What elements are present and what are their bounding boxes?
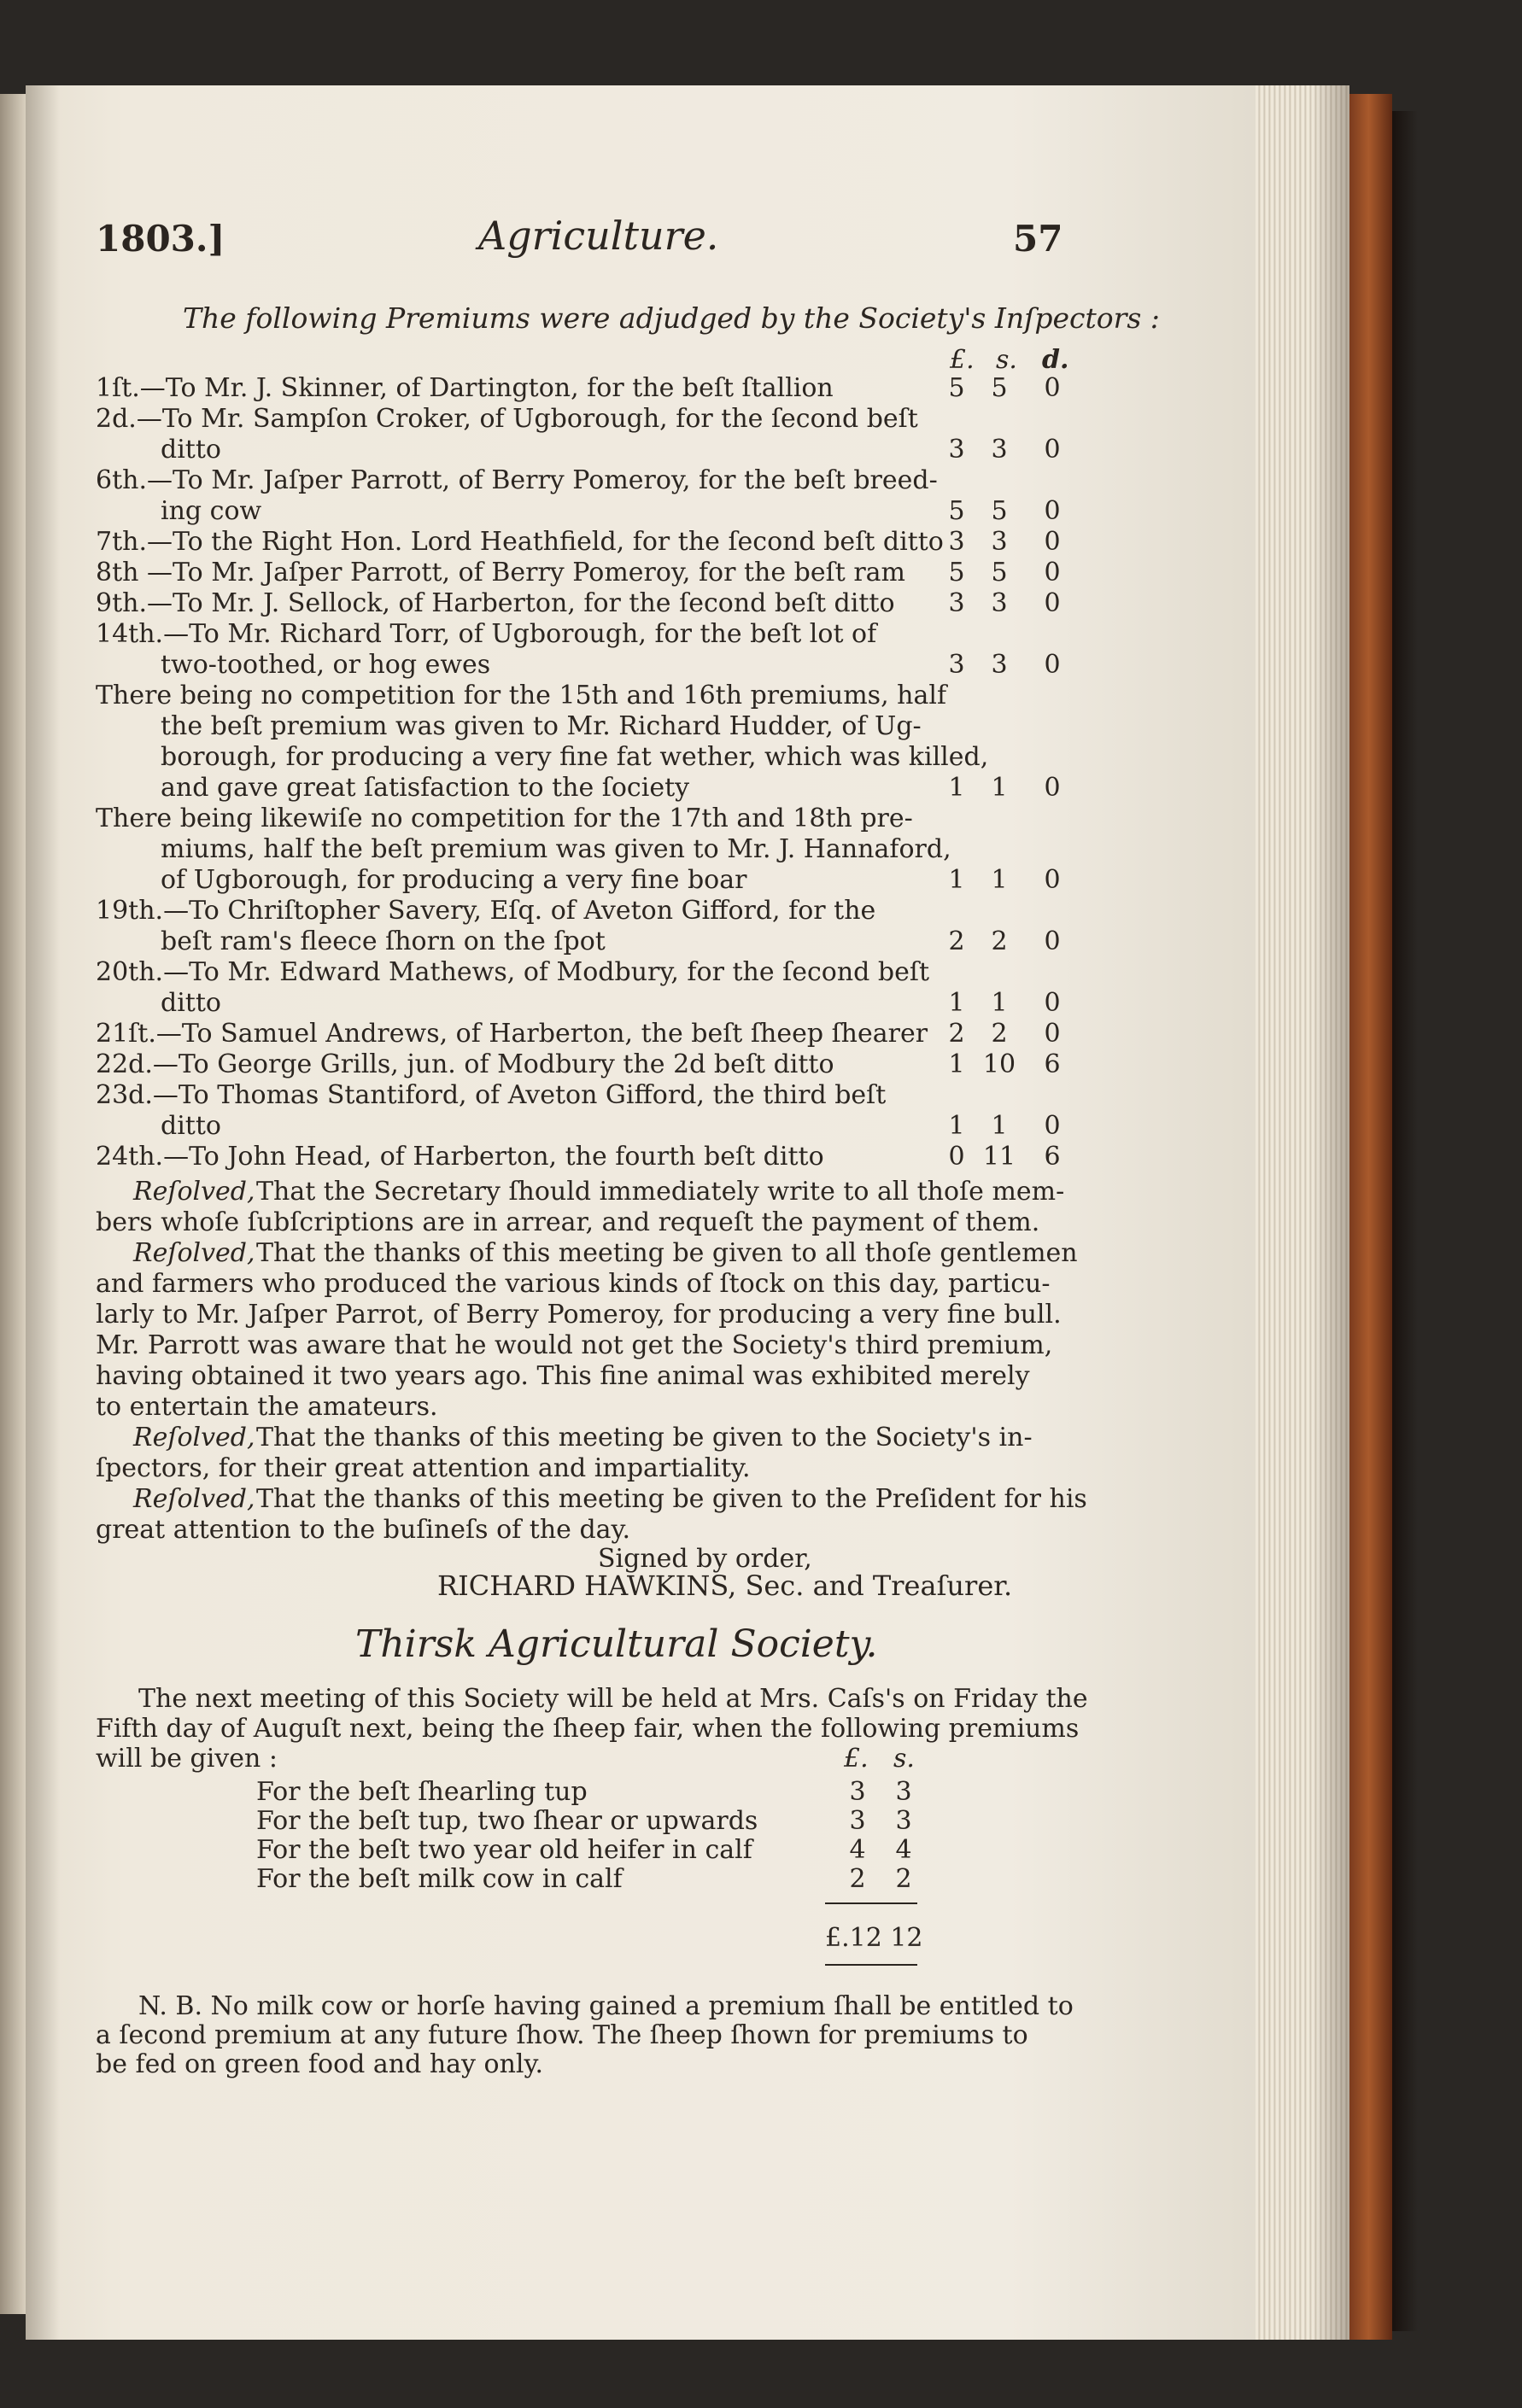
premium-pounds: 1 bbox=[948, 773, 965, 803]
premium-text: 20th.—To Mr. Edward Mathews, of Modbury, for the ſecond beſt bbox=[96, 957, 930, 987]
premium-line bbox=[0, 1142, 1110, 1172]
thirsk-pounds-header: £. bbox=[844, 1744, 869, 1774]
premium-line bbox=[0, 1019, 1110, 1049]
premium-text: two-toothed, or hog ewes bbox=[161, 650, 491, 680]
thirsk-intro-line: will be given : bbox=[96, 1744, 278, 1774]
premium-text: of Ugborough, for producing a very fine boar bbox=[161, 865, 747, 895]
resolution-line bbox=[0, 1269, 1110, 1300]
resolution-line bbox=[0, 1423, 1110, 1453]
premium-shillings: 5 bbox=[991, 558, 1008, 587]
thirsk-premium-pounds: 3 bbox=[849, 1806, 866, 1836]
resolution-text: That the thanks of this meeting be given to all thoſe gentlemen bbox=[256, 1238, 1078, 1268]
premium-pence: 0 bbox=[1044, 650, 1061, 680]
resolution-line bbox=[0, 1392, 1110, 1423]
premium-text: ditto bbox=[161, 435, 221, 465]
premium-line bbox=[0, 1049, 1110, 1080]
premium-text: 14th.—To Mr. Richard Torr, of Ugborough, for the beſt lot of bbox=[96, 619, 877, 649]
premium-pence: 0 bbox=[1044, 558, 1061, 587]
running-head-title: Agriculture. bbox=[478, 213, 719, 259]
resolution-line bbox=[0, 1361, 1110, 1392]
thirsk-premium-row bbox=[256, 1836, 940, 1865]
thirsk-premium-shillings: 4 bbox=[895, 1835, 912, 1865]
premium-line bbox=[0, 926, 1110, 957]
premium-line bbox=[0, 711, 1110, 742]
resolution-line bbox=[0, 1515, 1110, 1546]
premium-shillings: 1 bbox=[991, 865, 1008, 895]
resolution-text: ſpectors, for their great attention and impartiality. bbox=[96, 1453, 751, 1483]
premium-pence: 0 bbox=[1044, 926, 1061, 956]
premium-line bbox=[0, 681, 1110, 711]
thirsk-premium-pounds: 2 bbox=[849, 1864, 866, 1894]
premium-line bbox=[0, 988, 1110, 1019]
premium-shillings: 11 bbox=[982, 1142, 1016, 1172]
premium-pounds: 3 bbox=[948, 527, 965, 557]
thirsk-premium-row bbox=[256, 1778, 940, 1807]
resolution-line bbox=[0, 1453, 1110, 1484]
premium-text: 8th —To Mr. Jaſper Parrott, of Berry Pomeroy, for the beſt ram bbox=[96, 558, 905, 587]
thirsk-premium-label: For the beſt tup, two ſhear or upwards bbox=[256, 1806, 758, 1836]
thirsk-intro-line: The next meeting of this Society will be held at Mrs. Caſs's on Friday the bbox=[138, 1684, 1088, 1714]
sum-rule bbox=[825, 1902, 917, 1904]
resolution-line bbox=[0, 1177, 1110, 1207]
premium-text: 9th.—To Mr. J. Sellock, of Harberton, for the ſecond beſt ditto bbox=[96, 588, 895, 618]
resolution-text: That the thanks of this meeting be given to the Society's in- bbox=[256, 1423, 1033, 1452]
premium-shillings: 2 bbox=[991, 1019, 1008, 1049]
premium-pounds: 1 bbox=[948, 1111, 965, 1141]
premium-text: 21ſt.—To Samuel Andrews, of Harberton, the beſt ſheep ſhearer bbox=[96, 1019, 928, 1049]
thirsk-note-line: be fed on green food and hay only. bbox=[96, 2049, 544, 2079]
resolution-text: great attention to the buſineſs of the day. bbox=[96, 1515, 631, 1545]
premium-line bbox=[0, 435, 1110, 465]
premium-line bbox=[0, 588, 1110, 619]
resolution-lead: Reſolved, bbox=[133, 1484, 255, 1514]
thirsk-premium-pounds: 3 bbox=[849, 1777, 866, 1807]
premium-pounds: 5 bbox=[948, 373, 965, 403]
premium-pounds: 1 bbox=[948, 988, 965, 1018]
cover-shadow bbox=[1392, 111, 1418, 2331]
premium-pounds: 2 bbox=[948, 1019, 965, 1049]
premium-text: 23d.—To Thomas Stantiford, of Aveton Gifford, the third beſt bbox=[96, 1080, 887, 1110]
premiums-caption: The following Premiums were adjudged by the Society's Inſpectors : bbox=[183, 301, 1160, 335]
premium-pence: 0 bbox=[1044, 773, 1061, 803]
secretary-signature: RICHARD HAWKINS, Sec. and Treaſurer. bbox=[437, 1569, 1013, 1602]
page-stack-edge bbox=[1256, 85, 1349, 2340]
premium-pence: 0 bbox=[1044, 373, 1061, 403]
premium-pence: 0 bbox=[1044, 1019, 1061, 1049]
thirsk-premium-row bbox=[256, 1807, 940, 1836]
premium-pence: 0 bbox=[1044, 527, 1061, 557]
premium-pence: 0 bbox=[1044, 496, 1061, 526]
premium-shillings: 3 bbox=[991, 435, 1008, 465]
premium-text: borough, for producing a very fine fat wether, which was killed, bbox=[161, 742, 989, 772]
premium-pence: 0 bbox=[1044, 435, 1061, 465]
resolution-text: having obtained it two years ago. This fine animal was exhibited merely bbox=[96, 1361, 1030, 1391]
thirsk-premium-shillings: 2 bbox=[895, 1864, 912, 1894]
shillings-header: s. bbox=[996, 345, 1017, 375]
premium-text: ditto bbox=[161, 988, 221, 1018]
premium-shillings: 3 bbox=[991, 588, 1008, 618]
resolution-line bbox=[0, 1330, 1110, 1361]
premium-pounds: 2 bbox=[948, 926, 965, 956]
section-title: Thirsk Agricultural Society. bbox=[355, 1622, 878, 1666]
premium-pounds: 3 bbox=[948, 588, 965, 618]
thirsk-shillings-header: s. bbox=[893, 1744, 915, 1774]
pounds-header: £. bbox=[950, 345, 975, 375]
premium-line bbox=[0, 896, 1110, 926]
resolution-lead: Reſolved, bbox=[133, 1177, 255, 1207]
premium-text: 19th.—To Chriſtopher Savery, Eſq. of Aveton Gifford, for the bbox=[96, 896, 876, 926]
premium-line bbox=[0, 373, 1110, 404]
thirsk-premium-label: For the beſt two year old heifer in calf bbox=[256, 1835, 752, 1865]
premium-pounds: 1 bbox=[948, 865, 965, 895]
thirsk-total: £.12 12 bbox=[825, 1923, 923, 1953]
premium-text: ing cow bbox=[161, 496, 262, 526]
thirsk-premium-shillings: 3 bbox=[895, 1777, 912, 1807]
premium-line bbox=[0, 496, 1110, 527]
premium-pounds: 3 bbox=[948, 435, 965, 465]
premium-line bbox=[0, 865, 1110, 896]
premium-shillings: 1 bbox=[991, 773, 1008, 803]
premium-line bbox=[0, 742, 1110, 773]
thirsk-note-line: a ſecond premium at any future ſhow. The ſheep ſhown for premiums to bbox=[96, 2020, 1028, 2050]
page-number: 57 bbox=[1013, 218, 1063, 260]
premium-pence: 0 bbox=[1044, 865, 1061, 895]
premium-pounds: 5 bbox=[948, 496, 965, 526]
premium-shillings: 3 bbox=[991, 527, 1008, 557]
premium-text: 7th.—To the Right Hon. Lord Heathfield, for the ſecond beſt ditto bbox=[96, 527, 944, 557]
premium-shillings: 5 bbox=[991, 496, 1008, 526]
premium-line bbox=[0, 650, 1110, 681]
premium-line bbox=[0, 1111, 1110, 1142]
running-head-year: 1803.] bbox=[96, 218, 225, 260]
premium-pounds: 0 bbox=[948, 1142, 965, 1172]
resolution-line bbox=[0, 1207, 1110, 1238]
resolution-text: Mr. Parrott was aware that he would not get the Society's third premium, bbox=[96, 1330, 1053, 1360]
premium-line bbox=[0, 1080, 1110, 1111]
resolution-text: That the Secretary ſhould immediately write to all thoſe mem- bbox=[256, 1177, 1065, 1207]
book-cover-edge bbox=[1349, 94, 1392, 2340]
premium-line bbox=[0, 804, 1110, 834]
premium-text: miums, half the beſt premium was given to Mr. J. Hannaford, bbox=[161, 834, 951, 864]
premium-shillings: 1 bbox=[991, 988, 1008, 1018]
thirsk-premium-shillings: 3 bbox=[895, 1806, 912, 1836]
resolution-lead: Reſolved, bbox=[133, 1238, 255, 1268]
resolution-text: and farmers who produced the various kinds of ſtock on this day, particu- bbox=[96, 1269, 1051, 1299]
total-rule bbox=[825, 1964, 917, 1966]
resolution-line bbox=[0, 1238, 1110, 1269]
premium-text: 24th.—To John Head, of Harberton, the fourth beſt ditto bbox=[96, 1142, 824, 1172]
premium-line bbox=[0, 619, 1110, 650]
pence-header: d. bbox=[1042, 345, 1069, 375]
premium-line bbox=[0, 558, 1110, 588]
premium-text: and gave great ſatisfaction to the ſociety bbox=[161, 773, 690, 803]
thirsk-premium-pounds: 4 bbox=[849, 1835, 866, 1865]
thirsk-intro-line: Fifth day of Auguſt next, being the ſheep fair, when the following premiums bbox=[96, 1714, 1080, 1744]
resolution-line bbox=[0, 1300, 1110, 1330]
premium-text: ditto bbox=[161, 1111, 221, 1141]
thirsk-note-line: N. B. No milk cow or horſe having gained a premium ſhall be entitled to bbox=[138, 1991, 1074, 2021]
premium-shillings: 1 bbox=[991, 1111, 1008, 1141]
premium-pence: 0 bbox=[1044, 588, 1061, 618]
resolution-lead: Reſolved, bbox=[133, 1423, 255, 1452]
premium-text: the beſt premium was given to Mr. Richard Hudder, of Ug- bbox=[161, 711, 922, 741]
premium-text: 1ſt.—To Mr. J. Skinner, of Dartington, for the beſt ſtallion bbox=[96, 373, 834, 403]
premium-shillings: 10 bbox=[982, 1049, 1016, 1079]
resolution-text: That the thanks of this meeting be given to the Preſident for his bbox=[256, 1484, 1087, 1514]
premium-text: There being no competition for the 15th and 16th premiums, half bbox=[96, 681, 947, 710]
premium-line bbox=[0, 404, 1110, 435]
premium-pence: 6 bbox=[1044, 1049, 1061, 1079]
premium-pence: 6 bbox=[1044, 1142, 1061, 1172]
premium-text: 22d.—To George Grills, jun. of Modbury the 2d beſt ditto bbox=[96, 1049, 834, 1079]
premium-shillings: 3 bbox=[991, 650, 1008, 680]
premium-text: 2d.—To Mr. Sampſon Croker, of Ugborough, for the ſecond beſt bbox=[96, 404, 918, 434]
thirsk-premium-label: For the beſt ſhearling tup bbox=[256, 1777, 588, 1807]
premium-line bbox=[0, 527, 1110, 558]
premium-pounds: 1 bbox=[948, 1049, 965, 1079]
thirsk-premium-row bbox=[256, 1865, 940, 1894]
resolution-text: larly to Mr. Jaſper Parrot, of Berry Pomeroy, for producing a very fine bull. bbox=[96, 1300, 1062, 1330]
premium-shillings: 2 bbox=[991, 926, 1008, 956]
premium-pounds: 5 bbox=[948, 558, 965, 587]
signed-by-order: Signed by order, bbox=[598, 1544, 812, 1574]
premium-line bbox=[0, 773, 1110, 804]
resolution-line bbox=[0, 1484, 1110, 1515]
premium-pounds: 3 bbox=[948, 650, 965, 680]
premium-text: beſt ram's fleece ſhorn on the ſpot bbox=[161, 926, 606, 956]
premium-text: 6th.—To Mr. Jaſper Parrott, of Berry Pomeroy, for the beſt breed- bbox=[96, 465, 938, 495]
premium-pence: 0 bbox=[1044, 1111, 1061, 1141]
premium-pence: 0 bbox=[1044, 988, 1061, 1018]
premium-line bbox=[0, 834, 1110, 865]
thirsk-premium-label: For the beſt milk cow in calf bbox=[256, 1864, 623, 1894]
resolution-text: to entertain the amateurs. bbox=[96, 1392, 438, 1422]
premium-shillings: 5 bbox=[991, 373, 1008, 403]
resolution-text: bers whoſe ſubſcriptions are in arrear, and requeſt the payment of them. bbox=[96, 1207, 1040, 1237]
premium-line bbox=[0, 465, 1110, 496]
premium-line bbox=[0, 957, 1110, 988]
premium-text: There being likewiſe no competition for the 17th and 18th pre- bbox=[96, 804, 913, 833]
